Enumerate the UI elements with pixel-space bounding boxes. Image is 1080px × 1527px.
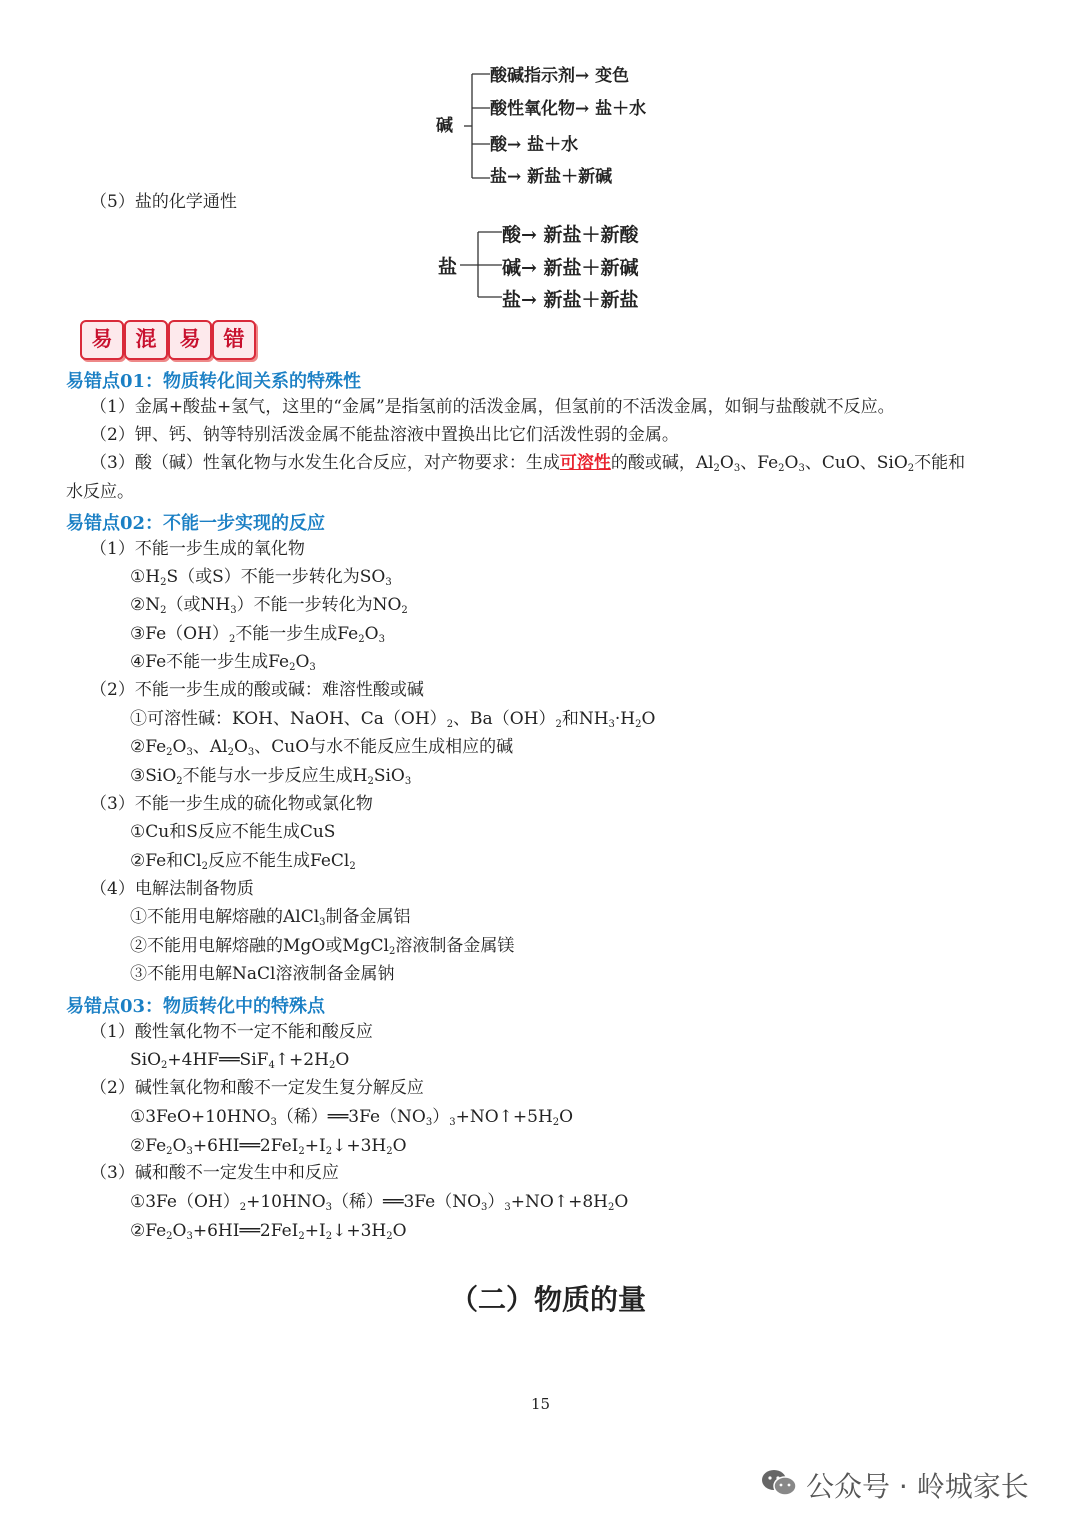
e3-sub-3: （3）碱和酸不一定发生中和反应 bbox=[90, 1163, 339, 1183]
e2-item-2-3: ③SiO$_2$不能与水一步反应生成$H_2SiO_3$ bbox=[130, 766, 412, 787]
e1-line-1: （1）金属+酸盐+氢气，这里的“金属”是指氢前的活泼金属，但氢前的不活泼金属，如铜与盐酸就不反应。 bbox=[90, 397, 895, 417]
wechat-icon bbox=[760, 1468, 798, 1498]
e2-item-1-2: $②N_2$（或$NH_3$）不能一步转化为$NO_2$ bbox=[130, 595, 408, 616]
e2-sub-2: （2）不能一步生成的酸或碱：难溶性酸或碱 bbox=[90, 680, 424, 700]
e2-sub-4: （4）电解法制备物质 bbox=[90, 879, 254, 899]
e2-item-3-2: ②Fe和$Cl_2$反应不能生成FeCl$_2$ bbox=[130, 851, 356, 872]
base-diagram-root: 碱 bbox=[436, 116, 453, 136]
e2-item-4-3: ③不能用电解NaCl溶液制备金属钠 bbox=[130, 964, 395, 984]
e2-sub-3: （3）不能一步生成的硫化物或氯化物 bbox=[90, 794, 373, 814]
e3-eq-3-2: $②Fe_2O_3+6HI══2FeI_2+I_2↓+3H_2O$ bbox=[130, 1221, 407, 1242]
e3-sub-1: （1）酸性氧化物不一定不能和酸反应 bbox=[90, 1022, 373, 1042]
e3-eq-3-1: $①3Fe(OH)_2+10HNO_3$（稀）$══3Fe(NO_3)_3+NO↑+8H_2O$ bbox=[130, 1192, 629, 1213]
tag-yi-1: 易 bbox=[80, 320, 124, 360]
e3-eq-1: $SiO_2+4HF══SiF_4↑+2H_2O$ bbox=[130, 1050, 350, 1071]
salt-properties-heading: （5）盐的化学通性 bbox=[90, 192, 237, 212]
salt-branch-2: 碱→ 新盐＋新碱 bbox=[502, 257, 639, 279]
e2-item-1-4: ④Fe不能一步生成$Fe_2O_3$ bbox=[130, 652, 316, 673]
tag-yi-2: 易 bbox=[168, 320, 212, 360]
base-branch-4: 盐→ 新盐＋新碱 bbox=[490, 167, 613, 187]
e2-item-2-2: $②Fe_2O_3$、$Al_2O_3$、CuO与水不能反应生成相应的碱 bbox=[130, 737, 514, 758]
base-branch-3: 酸→ 盐＋水 bbox=[490, 135, 579, 155]
tag-hun: 混 bbox=[124, 320, 168, 360]
e2-item-1-3: $③Fe(OH)_2$不能一步生成$Fe_2O_3$ bbox=[130, 624, 385, 645]
e2-item-2-1: ①可溶性碱：KOH、NaOH、$Ca(OH)_2$、$Ba(OH)_2$和$NH_3\cdot H_2O$ bbox=[130, 709, 656, 730]
tag-cuo: 错 bbox=[212, 320, 256, 360]
e2-sub-1: （1）不能一步生成的氧化物 bbox=[90, 539, 305, 559]
soluble-highlight: 可溶性 bbox=[559, 453, 611, 473]
e2-item-4-1: ①不能用电解熔融的AlCl$_3$制备金属铝 bbox=[130, 907, 411, 928]
e2-item-1-1: $①H_2S$（或S）不能一步转化为$SO_3$ bbox=[130, 567, 392, 588]
e1-line-3: （3）酸（碱）性氧化物与水发生化合反应，对产物要求：生成可溶性的酸或碱，$Al_2O_3$、$Fe_2O_3$、CuO、SiO$_2$不能和 bbox=[90, 453, 966, 474]
error-point-03-title: 易错点03：物质转化中的特殊点 bbox=[66, 996, 326, 1017]
base-branch-1: 酸碱指示剂→ 变色 bbox=[490, 66, 630, 86]
page-number: 15 bbox=[531, 1395, 551, 1413]
e3-eq-2-2: $②Fe_2O_3+6HI══2FeI_2+I_2↓+3H_2O$ bbox=[130, 1136, 407, 1157]
error-point-02-title: 易错点02：不能一步实现的反应 bbox=[66, 513, 326, 534]
e2-item-3-1: ①Cu和S反应不能生成CuS bbox=[130, 822, 336, 842]
section-title: （二）物质的量 bbox=[450, 1283, 647, 1316]
error-point-01-title: 易错点01：物质转化间关系的特殊性 bbox=[66, 371, 362, 392]
e1-line-2: （2）钾、钙、钠等特别活泼金属不能盐溶液中置换出比它们活泼性弱的金属。 bbox=[90, 425, 679, 445]
base-branch-2: 酸性氧化物→ 盐＋水 bbox=[490, 99, 647, 119]
e3-sub-2: （2）碱性氧化物和酸不一定发生复分解反应 bbox=[90, 1078, 424, 1098]
salt-diagram-root: 盐 bbox=[438, 256, 458, 278]
salt-branch-1: 酸→ 新盐＋新酸 bbox=[502, 224, 639, 246]
watermark-text: 公众号 · 岭城家长 bbox=[806, 1470, 1029, 1503]
e3-eq-2-1: $①3FeO+10HNO_3$（稀）$══3Fe(NO_3)_3+NO↑+5H_2O$ bbox=[130, 1107, 574, 1128]
e2-item-4-2: ②不能用电解熔融的MgO或MgCl$_2$溶液制备金属镁 bbox=[130, 936, 515, 957]
salt-branch-3: 盐→ 新盐＋新盐 bbox=[502, 289, 639, 311]
e1-line-3-cont: 水反应。 bbox=[66, 482, 134, 502]
